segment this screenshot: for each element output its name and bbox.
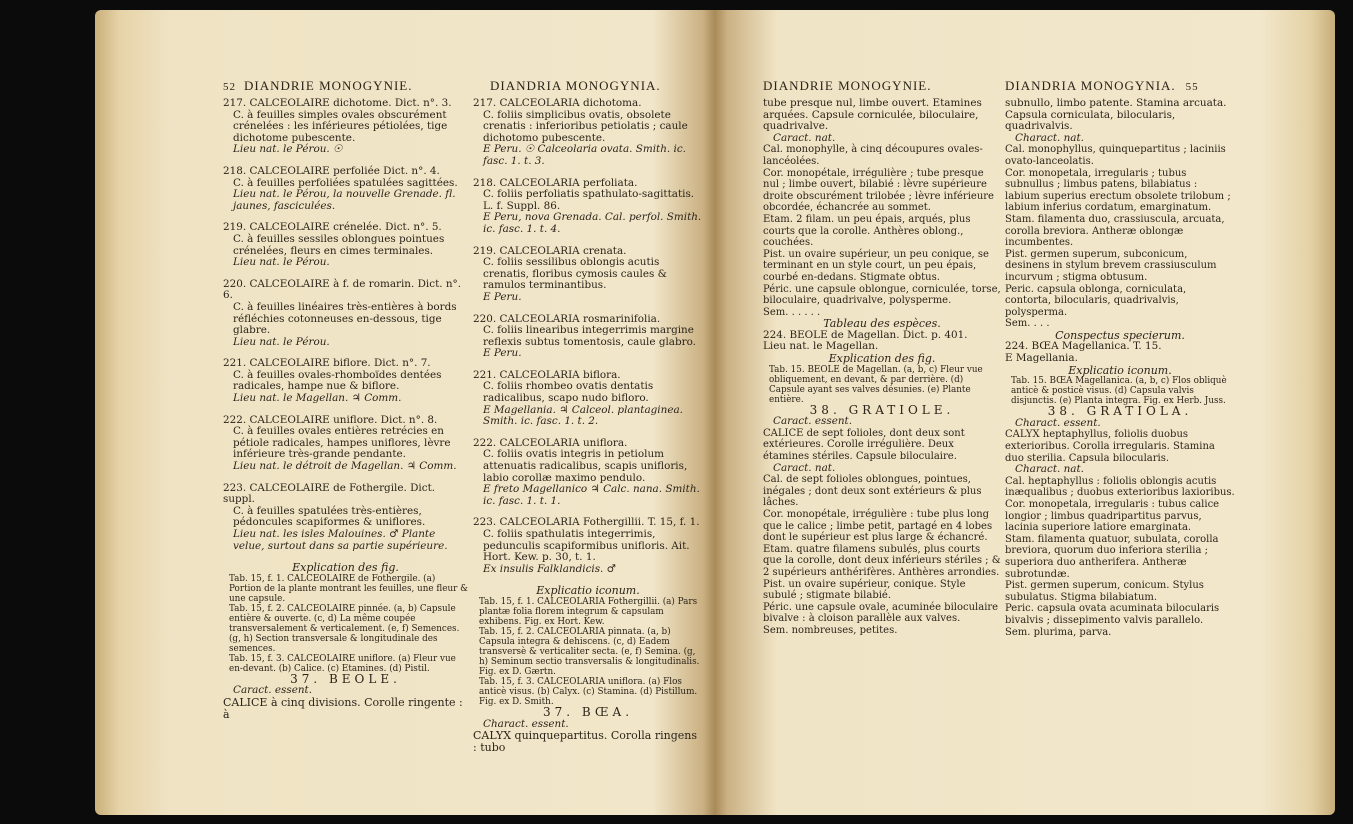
species-entry — [223, 358, 468, 404]
figure-caption: Tab. 15. BEOLE de Magellan. (a, b, c) Fleur vue obliquement, en devant, & par derrière. (d) Capsule ayant ses valves désunies. (e) Plante entière. — [769, 364, 983, 405]
species-locality: Lieu nat. les isles Malouines. ♂ Plante velue, surtout dans sa partie supérieure. — [233, 528, 448, 552]
left-column-latin — [473, 98, 703, 753]
species-description: C. foliis linearibus integerrimis margine reflexis subtus tomentosis, caule glabro. — [483, 324, 696, 348]
species-heading: 219. CALCEOLARIA crenata. — [473, 244, 627, 257]
species-locality: Lieu nat. le Magellan. — [763, 340, 879, 353]
character-part: Sem. . . . . . — [763, 306, 821, 318]
species-entry — [473, 517, 703, 575]
species-entry — [473, 98, 703, 168]
species-entry — [223, 222, 468, 268]
species-locality: E freto Magellanico ♃ Calc. nana. Smith. ic. fasc. 1. t. 1. — [483, 483, 700, 507]
genus-heading: 37. BŒA. — [542, 704, 634, 719]
species-entry — [223, 279, 468, 349]
character-part: Cal. monophylle, à cinq découpures ovales-lancéolées. — [763, 144, 983, 167]
page-number-left: 52 — [223, 81, 236, 93]
species-locality: Lieu nat. le Pérou. — [233, 335, 330, 348]
species-description: C. foliis sessilibus oblongis acutis crenatis, floribus cymosis caules & ramulos terminantibus. — [483, 256, 667, 292]
species-description: C. à feuilles simples ovales obscurément crénelées : les inférieures pétiolées, tige dichotome pubescente. — [233, 108, 448, 144]
charact-label: Charact. essent. — [1015, 416, 1101, 429]
species-heading: 219. CALCEOLAIRE crénelée. Dict. n°. 5. — [223, 221, 442, 234]
explicatio-title: Explicatio iconum. — [536, 584, 640, 598]
species-description: C. foliis rhombeo ovatis dentatis radicalibus, scapo nudo bifloro. — [483, 380, 654, 405]
species-description: C. à feuilles sessiles oblongues pointues crénelées, fleurs en cimes terminales. — [233, 232, 445, 257]
charact-label: Charact. nat. — [1015, 463, 1084, 476]
species-heading: 220. CALCEOLAIRE à f. de romarin. Dict. n°. 6. — [223, 277, 462, 302]
charact-label: Charact. essent. — [483, 717, 569, 730]
genus-description: CALICE à cinq divisions. Corolle ringente : à — [223, 695, 463, 721]
genus-continuation: subnullo, limbo patente. Stamina arcuata. Capsula corniculata, bilocularis, quadrivalvis. — [1005, 97, 1227, 133]
conspectus-title: Conspectus specierum. — [1055, 328, 1185, 342]
species-heading: 222. CALCEOLARIA uniflora. — [473, 436, 628, 449]
species-description: C. à feuilles ovales-rhomboïdes dentées radicales, hampe nue & biflore. — [233, 368, 442, 393]
species-heading: 222. CALCEOLAIRE uniflore. Dict. n°. 8. — [223, 413, 438, 426]
genus-continuation: tube presque nul, limbe ouvert. Etamines arquées. Capsule corniculée, biloculaire, quadrivalve. — [763, 97, 982, 133]
species-locality: Lieu nat. le Pérou. — [233, 256, 330, 269]
character-part: Sem. . . . — [1005, 318, 1050, 330]
species-description: C. foliis simplicibus ovatis, obsolete crenatis : inferioribus petiolatis ; caule dichotomo pubescente. — [483, 108, 688, 144]
character-part: Etam. 2 filam. un peu épais, arqués, plus courts que la corolle. Anthères oblong., couchées. — [763, 213, 971, 249]
character-part: Sem. nombreuses, petites. — [763, 624, 898, 636]
species-heading: 221. CALCEOLAIRE biflore. Dict. n°. 7. — [223, 357, 431, 370]
explication-title: Explication des fig. — [828, 352, 936, 366]
species-heading: 217. CALCEOLARIA dichotoma. — [473, 97, 642, 109]
genus-description: CALYX quinquepartitus. Corolla ringens : tubo — [473, 729, 698, 754]
open-book — [95, 10, 1335, 815]
character-part: Pist. germen superum, conicum. Stylus subulatus. Stigma bilabiatum. — [1005, 580, 1204, 603]
species-description: C. à feuilles perfoliées spatulées sagittées. — [233, 176, 458, 189]
figure-caption: Tab. 15, f. 3. CALCEOLARIA uniflora. (a) Flos anticè visus. (b) Calyx. (c) Stamina. (d) Pistillum. Fig. ex D. Smith. — [479, 676, 698, 707]
species-entry — [473, 314, 703, 360]
character-part: Pist. germen superum, subconicum, desinens in stylum brevem crassiusculum incurvum ; stigma obtusum. — [1005, 248, 1217, 283]
left-page — [95, 10, 715, 815]
species-locality: E Magellania. — [1005, 352, 1078, 365]
running-title: DIANDRIA MONOGYNIA. — [490, 78, 661, 93]
species-heading: 223. CALCEOLARIA Fothergillii. T. 15, f. 1. — [473, 516, 700, 529]
page-number-right: 55 — [1185, 81, 1199, 93]
character-part: Péric. une capsule ovale, acuminée biloculaire bivalve : à cloison parallèle aux valves. — [763, 601, 999, 625]
species-locality: Lieu nat. le Magellan. ♃ Comm. — [233, 392, 402, 405]
species-locality: Ex insulis Falklandicis. ♂ — [483, 562, 616, 575]
left-column-french — [223, 98, 468, 720]
running-title: DIANDRIE MONOGYNIE. — [244, 78, 413, 93]
character-part: Cal. monophyllus, quinquepartitus ; laciniis ovato-lanceolatis. — [1005, 144, 1226, 167]
species-description: C. foliis spathulatis integerrimis, pedunculis scapiformibus unifloris. Ait. Hort. Kew. p. 30, t. 1. — [483, 528, 690, 564]
charact-label: Caract. nat. — [773, 461, 836, 474]
species-locality: Lieu nat. le Pérou, la nouvelle Grenade. fl. jaunes, fasciculées. — [233, 188, 456, 212]
species-entry — [223, 98, 468, 156]
genus-essential: CALYX heptaphyllus, foliolis duobus exterioribus. Corolla irregularis. Stamina duo sterilia. Capsula bilocularis. — [1005, 429, 1215, 464]
character-part: Sem. plurima, parva. — [1005, 626, 1112, 638]
species-entry — [473, 438, 703, 508]
genus-heading: 37. BEOLE. — [290, 671, 401, 686]
figure-caption: Tab. 15, f. 2. CALCEOLAIRE pinnée. (a, b) Capsule entière & ouverte. (c, d) La même coupée transversalement & verticalement. (e, f) Semences. (g, h) Section transversale & longitudinale des semences. — [229, 603, 460, 654]
species-entry — [473, 178, 703, 236]
species-entry — [223, 483, 468, 553]
character-part: Péric. une capsule oblongue, corniculée, torse, biloculaire, quadrivalve, polysperme. — [763, 283, 1001, 307]
species-locality: Lieu nat. le détroit de Magellan. ♃ Comm. — [233, 460, 457, 473]
character-part: Cal. de sept folioles oblongues, pointues, inégales ; dont deux sont extérieurs & plus lâches. — [763, 474, 982, 509]
charact-label: Caract. nat. — [773, 131, 836, 144]
figure-caption: Tab. 15, f. 1. CALCEOLARIA Fothergillii. (a) Pars plantæ folia florem integrum & capsulam exhibens. Fig. ex Hort. Kew. — [479, 596, 698, 627]
character-part: Stam. filamenta quatuor, subulata, corolla breviora, quorum duo inferiora sterilia ; superiora duo antherifera. Antheræ subrotundæ. — [1005, 533, 1219, 580]
species-entry — [223, 166, 468, 212]
running-title: DIANDRIE MONOGYNIE. — [763, 78, 932, 93]
charact-label: Caract. essent. — [233, 684, 313, 697]
species-description: C. à feuilles linéaires très-entières à bords réfléchies cotonneuses en-dessous, tige glabre. — [233, 300, 457, 337]
genus-heading: 38. GRATIOLE. — [809, 402, 955, 417]
character-part: Cor. monopetala, irregularis ; tubus subnullus ; limbus patens, bilabiatus : labium superius erectum obsolete trilobum ; labium inferius cordatum, emarginatum. — [1005, 167, 1231, 214]
character-part: Stam. filamenta duo, crassiuscula, arcuata, corolla breviora. Antheræ oblongæ incumbentes. — [1005, 213, 1225, 249]
species-description: C. à feuilles spatulées très-entières, pédoncules scapiformes & uniflores. — [233, 504, 426, 529]
species-heading: 223. CALCEOLAIRE de Fothergile. Dict. suppl. — [223, 481, 436, 506]
genus-heading: 38. GRATIOLA. — [1047, 404, 1193, 419]
species-heading: 224. BŒA Magellanica. T. 15. — [1005, 340, 1162, 353]
right-column-french — [763, 98, 1001, 637]
right-column-latin — [1005, 98, 1235, 638]
species-locality: E Magellania. ♃ Calceol. plantaginea. Smith. ic. fasc. 1. t. 2. — [483, 403, 683, 428]
running-title: DIANDRIA MONOGYNIA. — [1005, 78, 1176, 93]
right-running-head-fr — [763, 78, 931, 94]
explication-title: Explication des fig. — [292, 561, 399, 575]
character-part: Peric. capsula ovata acuminata bilocularis bivalvis ; dissepimento valvis parallelo. — [1005, 603, 1220, 626]
species-locality: E Peru, nova Grenada. Cal. perfol. Smith. ic. fasc. 1. t. 4. — [483, 211, 702, 235]
figure-caption: Tab. 15, f. 1. CALCEOLAIRE de Fothergile. (a) Portion de la plante montrant les feuilles, une fleur & une capsule. — [229, 573, 468, 604]
character-part: Pist. un ovaire supérieur, conique. Style subulé ; stigmate bilabié. — [763, 578, 966, 602]
left-running-head-la — [490, 78, 661, 94]
character-part: Cor. monopétale, irrégulière ; tube presque nul ; limbe ouvert, bilabié : lèvre supérieure droite obscurément trilobée ; lèvre inférieure obcordée, échancrée au sommet. — [763, 167, 994, 214]
character-part: Pist. un ovaire supérieur, un peu conique, se terminant en un style court, un peu épais, courbé en-dedans. Stigmate obtus. — [763, 248, 989, 283]
figure-caption: Tab. 15, f. 3. CALCEOLAIRE uniflore. (a) Fleur vue en-devant. (b) Calice. (c) Etamines. (d) Pistil. — [229, 653, 456, 674]
species-heading: 221. CALCEOLARIA biflora. — [473, 368, 621, 381]
species-description: C. à feuilles ovales entières retrécies en pétiole radicales, hampes uniflores, lèvre inférieure très-grande pendante. — [233, 425, 451, 461]
charact-label: Caract. essent. — [773, 415, 853, 428]
species-heading: 220. CALCEOLARIA rosmarinifolia. — [473, 312, 661, 325]
left-running-head-fr — [223, 78, 412, 94]
species-heading: 218. CALCEOLARIA perfoliata. — [473, 176, 638, 189]
species-heading: 217. CALCEOLAIRE dichotome. Dict. n°. 3. — [223, 97, 452, 109]
species-entry — [473, 246, 703, 304]
character-part: Cor. monopetala, irregularis : tubus calice longior ; limbus quadripartitus parvus, lacinia superiore latiore emarginata. — [1005, 499, 1220, 534]
character-part: Peric. capsula oblonga, corniculata, contorta, bilocularis, quadrivalvis, polysperma. — [1005, 283, 1187, 318]
figure-caption: Tab. 15. BŒA Magellanica. (a, b, c) Flos obliquè anticè & posticè visus. (d) Capsula valvis disjunctis. (e) Planta integra. Fig. ex Herb. Juss. — [1011, 376, 1227, 407]
right-page — [715, 10, 1335, 815]
genus-essential: CALICE de sept folioles, dont deux sont extérieures. Corolle irrégulière. Deux étamines stériles. Capsule biloculaire. — [763, 427, 965, 463]
species-entry — [473, 370, 703, 428]
charact-label: Charact. nat. — [1015, 131, 1084, 144]
species-locality: E Peru. ☉ Calceolaria ovata. Smith. ic. fasc. 1. t. 3. — [483, 143, 686, 167]
species-entry — [223, 415, 468, 473]
explicatio-title: Explicatio iconum. — [1068, 363, 1172, 377]
species-description: C. foliis perfoliatis spathulato-sagittatis. L. f. Suppl. 86. — [483, 188, 695, 212]
species-locality: Lieu nat. le Pérou. ☉ — [233, 143, 343, 156]
tableau-title: Tableau des espèces. — [823, 317, 941, 331]
species-heading: 218. CALCEOLAIRE perfoliée Dict. n°. 4. — [223, 164, 440, 177]
character-part: Cal. heptaphyllus : foliolis oblongis acutis inæqualibus ; duobus exterioribus laxioribus. — [1005, 475, 1235, 499]
character-part: Cor. monopétale, irrégulière : tube plus long que le calice ; limbe petit, partagé en 4 lobes dont le supérieur est plus large & échancré. — [763, 509, 993, 544]
right-running-head-la — [1005, 78, 1207, 94]
species-locality: E Peru. — [483, 290, 522, 303]
species-description: C. foliis ovatis integris in petiolum attenuatis radicalibus, scapis unifloris, labio corollæ maximo pendulo. — [483, 448, 688, 484]
species-locality: E Peru. — [483, 347, 522, 360]
character-part: Etam. quatre filamens subulés, plus courts que la corolle, dont deux inférieurs stériles ; & 2 supérieurs anthérifères. Anthères arrondies. — [763, 543, 1001, 578]
species-heading: 224. BEOLE de Magellan. Dict. p. 401. — [763, 328, 968, 341]
figure-caption: Tab. 15, f. 2. CALCEOLARIA pinnata. (a, b) Capsula integra & dehiscens. (c, d) Eadem transversè & verticaliter secta. (e, f) Semina. (g, h) Seminum sectio transversalis & longitudinalis. Fig. ex D. Gærtn. — [479, 626, 700, 677]
